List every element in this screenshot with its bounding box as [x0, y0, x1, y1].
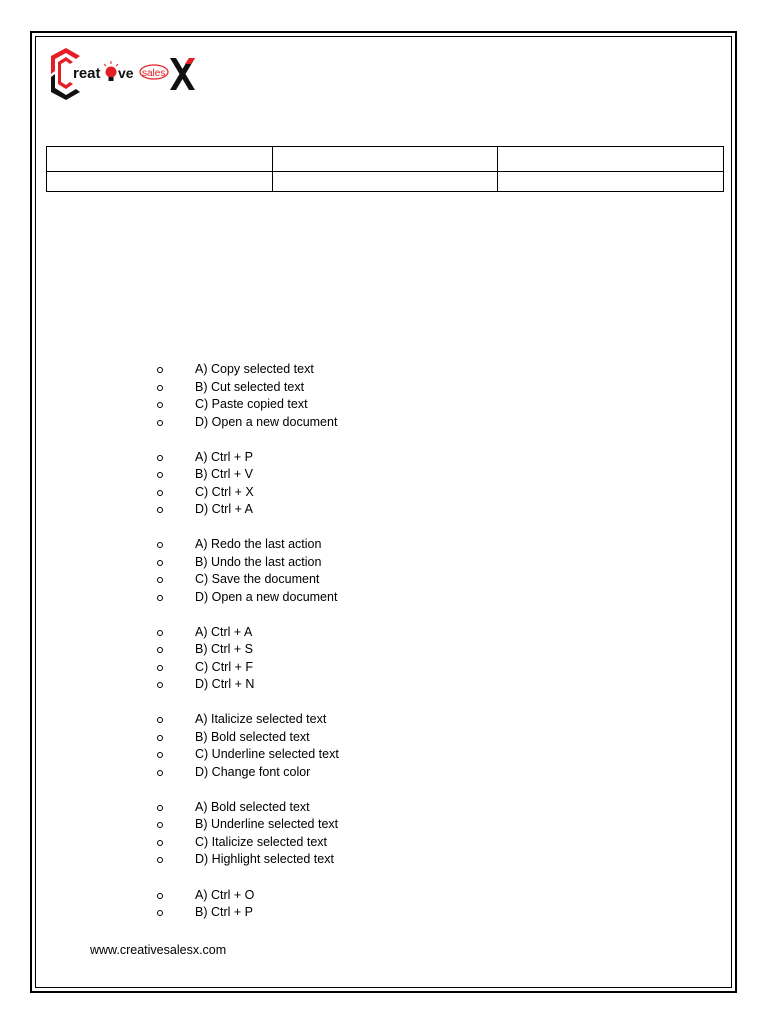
circle-bullet-icon [157, 805, 163, 811]
circle-bullet-icon [157, 840, 163, 846]
circle-bullet-icon [157, 367, 163, 373]
list-item [155, 729, 555, 747]
circle-bullet-icon [157, 385, 163, 391]
circle-bullet-icon [157, 857, 163, 863]
option-text: C) Save the document [195, 572, 320, 587]
table-cell [272, 172, 498, 192]
list-item [155, 414, 555, 432]
option-group [155, 711, 555, 781]
list-item [155, 676, 555, 694]
circle-bullet-icon [157, 507, 163, 513]
list-item [155, 571, 555, 589]
footer-website-link[interactable]: www.creativesalesx.com [90, 943, 227, 957]
circle-bullet-icon [157, 910, 163, 916]
option-text: A) Copy selected text [195, 362, 314, 376]
logo-text-ve: ve [118, 65, 134, 81]
circle-bullet-icon [157, 630, 163, 636]
circle-bullet-icon [157, 752, 163, 758]
list-item [155, 589, 555, 607]
option-text: B) Bold selected text [195, 729, 310, 744]
list-item [155, 536, 555, 554]
logo-text-sales: sales [142, 68, 166, 79]
circle-bullet-icon [157, 595, 163, 601]
circle-bullet-icon [157, 560, 163, 566]
option-text: C) Ctrl + X [195, 484, 254, 499]
circle-bullet-icon [157, 735, 163, 741]
circle-bullet-icon [157, 893, 163, 899]
list-item [155, 449, 555, 467]
option-text: B) Ctrl + S [195, 642, 253, 657]
list-item [155, 851, 555, 869]
list-item [155, 834, 555, 852]
option-text: C) Underline selected text [195, 747, 339, 762]
option-group [155, 361, 555, 431]
option-text: C) Ctrl + F [195, 659, 253, 674]
option-text: D) Open a new document [195, 589, 338, 604]
option-group [155, 887, 555, 922]
circle-bullet-icon [157, 402, 163, 408]
list-item [155, 711, 555, 729]
table-row [47, 172, 724, 192]
circle-bullet-icon [157, 822, 163, 828]
circle-bullet-icon [157, 490, 163, 496]
list-item [155, 466, 555, 484]
list-item [155, 624, 555, 642]
option-group [155, 449, 555, 519]
option-text: D) Ctrl + N [195, 677, 255, 692]
table-row [47, 147, 724, 172]
option-group [155, 536, 555, 606]
option-text: D) Open a new document [195, 414, 338, 429]
list-item [155, 904, 555, 922]
circle-bullet-icon [157, 420, 163, 426]
option-group [155, 799, 555, 869]
option-text: C) Italicize selected text [195, 834, 327, 849]
option-text: D) Highlight selected text [195, 852, 334, 867]
list-item [155, 554, 555, 572]
option-text: B) Cut selected text [195, 379, 305, 394]
circle-bullet-icon [157, 542, 163, 548]
circle-bullet-icon [157, 717, 163, 723]
list-item [155, 746, 555, 764]
option-text: A) Bold selected text [195, 799, 310, 814]
option-text: B) Ctrl + P [195, 905, 253, 920]
list-item [155, 659, 555, 677]
option-text: A) Ctrl + A [195, 624, 253, 639]
option-text: A) Italicize selected text [195, 712, 327, 727]
option-text: D) Change font color [195, 764, 311, 779]
table-cell [498, 147, 724, 172]
option-text: C) Paste copied text [195, 397, 308, 411]
list-item [155, 396, 555, 414]
list-item [155, 764, 555, 782]
option-text: A) Ctrl + P [195, 449, 253, 464]
list-item [155, 379, 555, 397]
circle-bullet-icon [157, 770, 163, 776]
option-group [155, 624, 555, 694]
header-table [46, 146, 724, 192]
table-cell [47, 172, 273, 192]
list-item [155, 501, 555, 519]
option-text: A) Ctrl + O [195, 887, 255, 902]
list-item [155, 799, 555, 817]
option-text: D) Ctrl + A [195, 502, 253, 517]
list-item [155, 887, 555, 905]
list-item [155, 641, 555, 659]
table-cell [47, 147, 273, 172]
list-item [155, 816, 555, 834]
circle-bullet-icon [157, 682, 163, 688]
option-text: B) Underline selected text [195, 817, 339, 832]
circle-bullet-icon [157, 472, 163, 478]
table-cell [498, 172, 724, 192]
circle-bullet-icon [157, 455, 163, 461]
logo-text-reat: reat [73, 65, 101, 82]
option-text: B) Undo the last action [195, 554, 322, 569]
question-options-list [155, 361, 555, 939]
table-cell [272, 147, 498, 172]
circle-bullet-icon [157, 647, 163, 653]
list-item [155, 484, 555, 502]
creativesalesx-logo [46, 44, 196, 104]
option-text: B) Ctrl + V [195, 467, 253, 482]
list-item [155, 361, 555, 379]
circle-bullet-icon [157, 665, 163, 671]
option-text: A) Redo the last action [195, 537, 322, 552]
circle-bullet-icon [157, 577, 163, 583]
